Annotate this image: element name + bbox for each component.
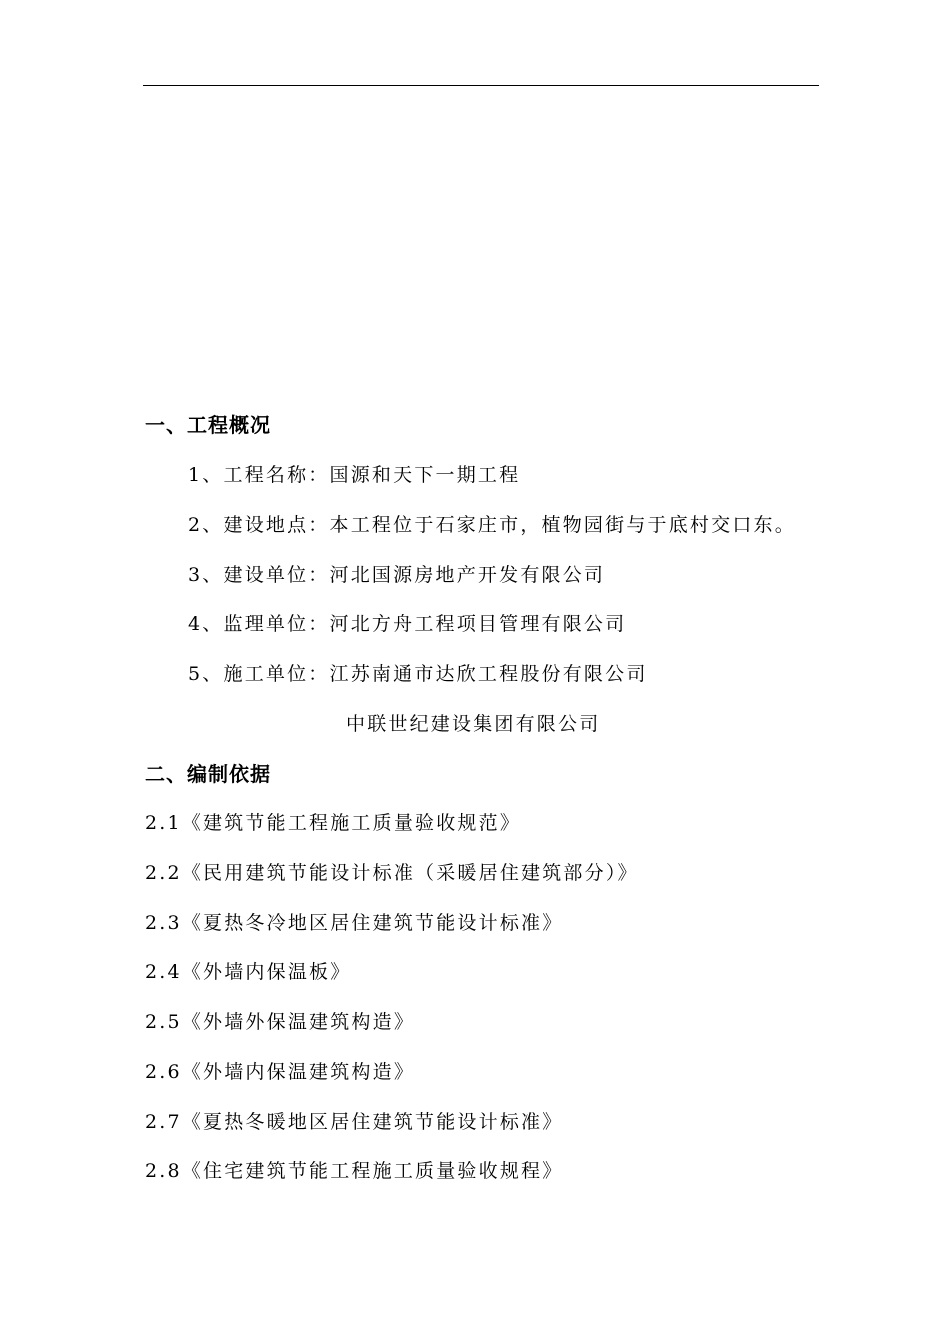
overview-item-contractor	[188, 661, 648, 687]
item-number: 2.5	[145, 1011, 182, 1033]
item-value: 国源和天下一期工程	[329, 464, 521, 486]
item-title: 《夏热冬冷地区居住建筑节能设计标准》	[181, 912, 564, 934]
item-number: 5、	[188, 663, 224, 685]
item-number: 4、	[188, 613, 224, 635]
basis-item	[145, 959, 351, 985]
item-number: 2.3	[145, 912, 182, 934]
overview-item-location	[188, 512, 796, 538]
item-number: 2、	[188, 514, 224, 536]
item-title: 《外墙外保温建筑构造》	[181, 1011, 416, 1033]
item-number: 2.2	[145, 862, 182, 884]
basis-item	[145, 910, 563, 936]
item-value: 江苏南通市达欣工程股份有限公司	[329, 663, 648, 685]
basis-item	[145, 1009, 415, 1035]
item-number: 1、	[188, 464, 224, 486]
section-heading-overview: 一、工程概况	[145, 413, 271, 437]
item-title: 《外墙内保温板》	[181, 961, 352, 983]
basis-item	[145, 1109, 563, 1135]
item-number: 2.4	[145, 961, 182, 983]
basis-item	[145, 1158, 563, 1184]
item-title: 《住宅建筑节能工程施工质量验收规程》	[181, 1160, 564, 1182]
item-number: 2.6	[145, 1061, 182, 1083]
item-number: 2.8	[145, 1160, 182, 1182]
item-label: 监理单位：	[223, 613, 330, 635]
overview-item-project-name	[188, 462, 520, 488]
basis-item	[145, 810, 521, 836]
item-label: 施工单位：	[223, 663, 330, 685]
section-heading-basis: 二、编制依据	[145, 762, 271, 786]
item-number: 2.7	[145, 1111, 182, 1133]
item-value: 本工程位于石家庄市，植物园街与于底村交口东。	[329, 514, 796, 536]
item-value: 河北方舟工程项目管理有限公司	[329, 613, 627, 635]
item-label: 建设单位：	[223, 564, 330, 586]
item-number: 2.1	[145, 812, 182, 834]
item-label: 工程名称：	[223, 464, 330, 486]
item-title: 《民用建筑节能设计标准（采暖居住建筑部分）》	[181, 862, 639, 884]
basis-item	[145, 860, 639, 886]
overview-item-supervisor	[188, 611, 626, 637]
basis-item	[145, 1059, 415, 1085]
overview-item-contractor-continuation: 中联世纪建设集团有限公司	[346, 713, 601, 735]
item-title: 《夏热冬暖地区居住建筑节能设计标准》	[181, 1111, 564, 1133]
item-number: 3、	[188, 564, 224, 586]
item-title: 《外墙内保温建筑构造》	[181, 1061, 416, 1083]
header-rule	[143, 85, 819, 86]
item-label: 建设地点：	[223, 514, 330, 536]
overview-item-developer	[188, 562, 605, 588]
item-value: 河北国源房地产开发有限公司	[329, 564, 606, 586]
item-title: 《建筑节能工程施工质量验收规范》	[181, 812, 522, 834]
